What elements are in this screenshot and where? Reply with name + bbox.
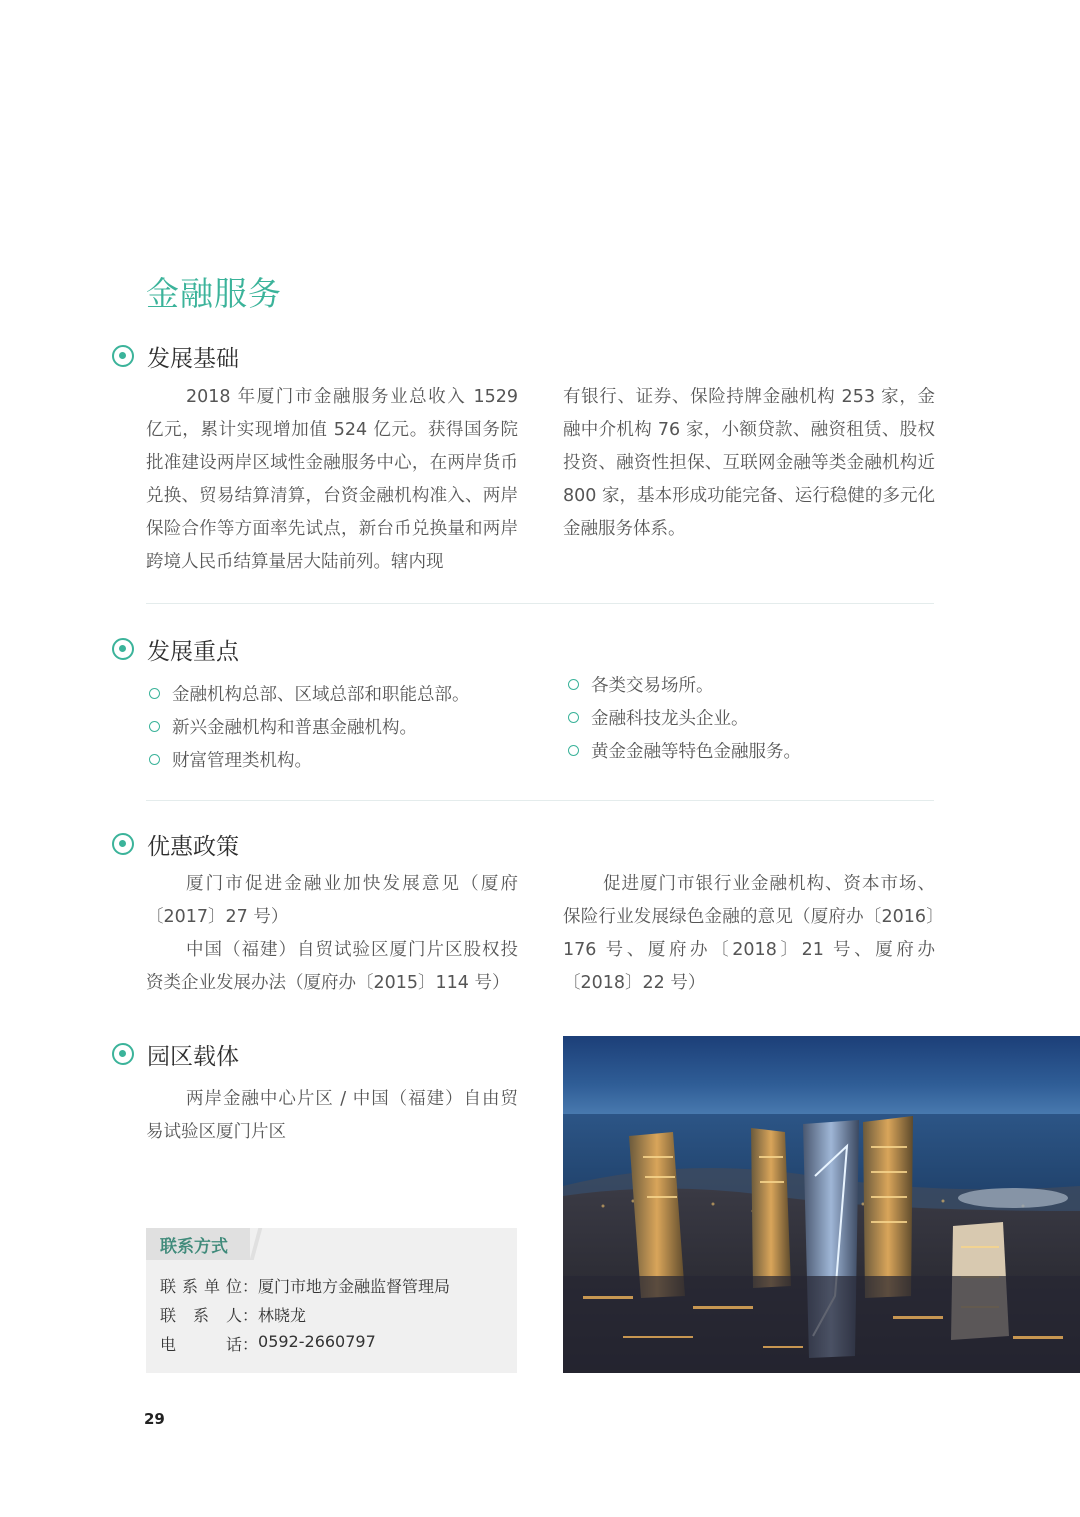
- contact-value: 林晓龙: [258, 1306, 307, 1325]
- circle-bullet-icon: [149, 721, 160, 732]
- policies-left: [146, 868, 518, 1000]
- contact-title: 联系方式: [160, 1237, 228, 1257]
- colon: ：: [242, 1277, 259, 1296]
- section-header-park: [112, 1037, 239, 1071]
- section-title: 园区载体: [147, 1043, 239, 1070]
- priorities-list-left: [146, 677, 470, 776]
- circle-bullet-icon: [149, 688, 160, 699]
- policy-item: 厦门市促进金融业加快发展意见（厦府〔2017〕27 号）: [146, 874, 518, 927]
- contact-key: 联系单位: [160, 1277, 242, 1296]
- list-item: [565, 734, 801, 767]
- list-item: [565, 701, 801, 734]
- divider: [146, 800, 934, 801]
- policy-item: 促进厦门市银行业金融机构、资本市场、保险行业发展绿色金融的意见（厦府办〔2016〕176 号、厦府办〔2018〕21 号、厦府办〔2018〕22 号）: [563, 874, 935, 993]
- list-item-text: 新兴金融机构和普惠金融机构。: [172, 718, 417, 738]
- foundation-text-right: 有银行、证券、保险持牌金融机构 253 家，金融中介机构 76 家，小额贷款、融资租赁、股权投资、融资性担保、互联网金融等类金融机构近 800 家，基本形成功能完备、运行稳健的多元化金融服务体系。: [563, 387, 935, 539]
- contact-row: [160, 1303, 306, 1326]
- city-skyline-photo: [563, 1036, 1080, 1373]
- policy-item: 中国（福建）自贸试验区厦门片区股权投资类企业发展办法（厦府办〔2015〕114 号）: [146, 940, 518, 993]
- park-text: 两岸金融中心片区 / 中国（福建）自由贸易试验区厦门片区: [146, 1089, 518, 1142]
- target-bullet-icon: [112, 833, 134, 855]
- section-header-policies: [112, 827, 239, 861]
- circle-bullet-icon: [568, 745, 579, 756]
- target-bullet-icon: [112, 638, 134, 660]
- section-title: 优惠政策: [147, 833, 239, 860]
- list-item-text: 各类交易场所。: [591, 676, 714, 696]
- contact-key: 电话: [160, 1335, 242, 1354]
- section-title: 发展基础: [147, 345, 239, 372]
- contact-box: [146, 1228, 517, 1373]
- colon: ：: [242, 1306, 259, 1325]
- list-item-text: 金融机构总部、区域总部和职能总部。: [172, 685, 470, 705]
- list-item: [146, 710, 470, 743]
- contact-key: 联系人: [160, 1306, 242, 1325]
- section-header-priorities: [112, 632, 239, 666]
- contact-row: [160, 1274, 450, 1297]
- circle-bullet-icon: [568, 679, 579, 690]
- list-item: [146, 743, 470, 776]
- target-bullet-icon: [112, 1043, 134, 1065]
- skyline-illustration: [563, 1036, 1080, 1373]
- circle-bullet-icon: [568, 712, 579, 723]
- list-item-text: 财富管理类机构。: [172, 751, 312, 771]
- section-header-foundation: [112, 339, 239, 373]
- list-item: [565, 668, 801, 701]
- divider: [146, 603, 934, 604]
- colon: ：: [242, 1335, 259, 1354]
- contact-value: 0592-2660797: [258, 1332, 376, 1351]
- circle-bullet-icon: [149, 754, 160, 765]
- list-item: [146, 677, 470, 710]
- contact-value: 厦门市地方金融监督管理局: [258, 1277, 451, 1296]
- priorities-list-right: [565, 668, 801, 767]
- foundation-text-left: 2018 年厦门市金融服务业总收入 1529 亿元，累计实现增加值 524 亿元。获得国务院批准建设两岸区域性金融服务中心，在两岸货币兑换、贸易结算清算，台资金融机构准入、两岸保险合作等方面率先试点，新台币兑换量和两岸跨境人民币结算量居大陆前列。辖内现: [146, 387, 518, 572]
- list-item-text: 金融科技龙头企业。: [591, 709, 749, 729]
- contact-row: [160, 1332, 376, 1355]
- page-title: 金融服务: [146, 274, 282, 313]
- page-number: 29: [144, 1410, 165, 1428]
- list-item-text: 黄金金融等特色金融服务。: [591, 742, 801, 762]
- section-title: 发展重点: [147, 638, 239, 665]
- target-bullet-icon: [112, 345, 134, 367]
